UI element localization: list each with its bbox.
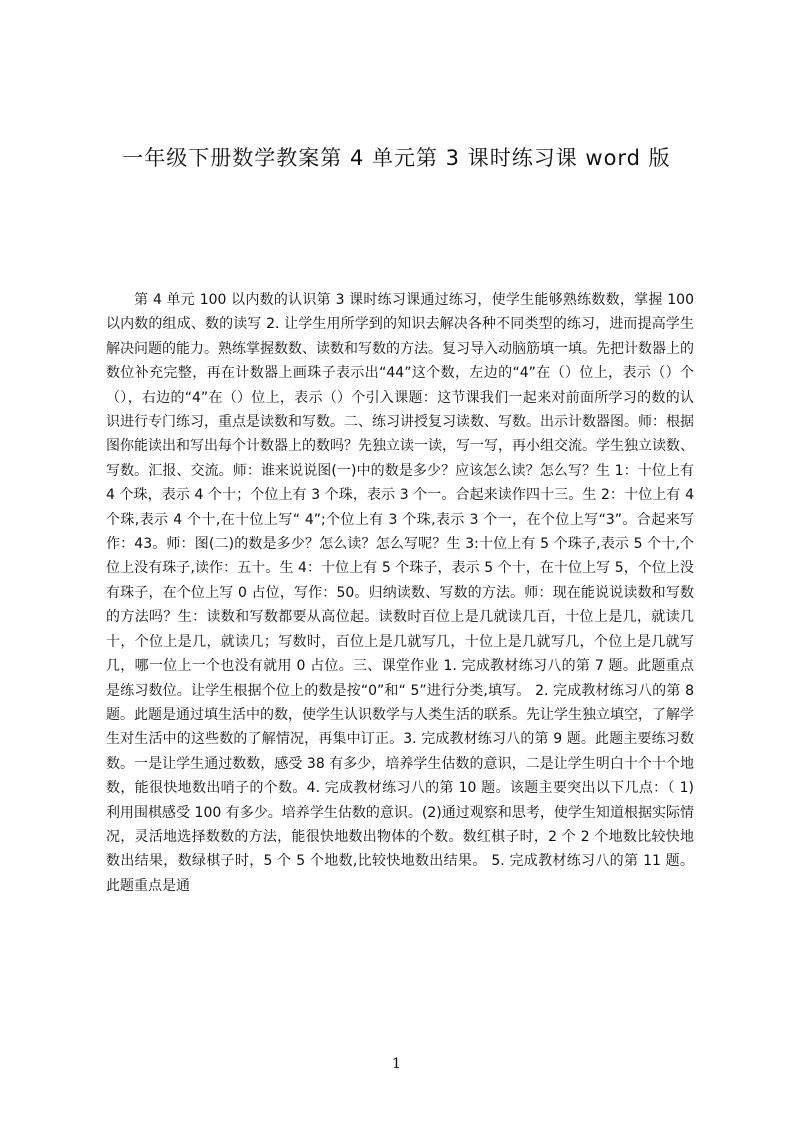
body-paragraph: 第 4 单元 100 以内数的认识第 3 课时练习课通过练习，使学生能够熟练数数，掌握 100 以内数的组成、数的读写 2. 让学生用所学到的知识去解决各种不同类型的练习，进而提高学生解决问题的能力。熟练掌握数数、读数和写数的方法。复习导入动脑筋填一填。先把计数器上的数位补充完整，再在计数器上画珠子表示出“44”这个数，左边的“4”在（）位上，表示（）个（），右边的“4”在（）位上，表示（）个引入课题：这节课我们一起来对前面所学习的数的认识进行专门练习，重点是读数和写数。二、练习讲授复习读数、写数。出示计数器图。师：根据图你能读出和写出每个计数器上的数吗？先独立读一读，写一写，再小组交流。学生独立读数、写数。汇报、交流。师：谁来说说图(一)中的数是多少？应该怎么读？怎么写？生 1：十位上有 4 个珠，表示 4 个十；个位上有 3 个珠，表示 3 个一。合起来读作四十三。生 2：十位上有 4 个珠,表示 4 个十,在十位上写“ 4”;个位上有 3 个珠,表示 3 个一，在个位上写“3”。合起来写作：43。师：图(二)的数是多少？怎么读？怎么写呢？生 3:十位上有 5 个珠子,表示 5 个十,个位上没有珠子,读作：五十。生 4：十位上有 5 个珠子，表示 5 个十，在十位上写 5，个位上没有珠子，在个位上写 0 占位，写作：50。归纳读数、写数的方法。师：现在能说说读数和写数的方法吗？生：读数和写数都要从高位起。读数时百位上是几就读几百，十位上是几，就读几十，个位上是几，就读几；写数时，百位上是几就写几，十位上是几就写几，个位上是几就写几，哪一位上一个也没有就用 0 占位。三、课堂作业 1. 完成教材练习八的第 7 题。此题重点是练习数位。让学生根据个位上的数是按“0”和“ 5”进行分类,填写。 2. 完成教材练习八的第 8 题。此题是通过填生活中的数，使学生认识数学与人类生活的联系。先让学生独立填空，了解学生对生活中的这些数的了解情况，再集中订正。3. 完成教材练习八的第 9 题。此题主要练习数数。一是让学生通过数数，感受 38 有多少，培养学生估数的意识，二是让学生明白十个十个地数，能很快地数出哨子的个数。4. 完成教材练习八的第 10 题。该题主要突出以下几点：（ 1)利用围棋感受 100 有多少。培养学生估数的意识。(2)通过观察和思考，使学生知道根据实际情况，灵活地选择数数的方法，能很快地数出物体的个数。数红棋子时，2 个 2 个地数比较快地数出结果，数绿棋子时，5 个 5 个地数,比较快地数出结果。 5. 完成教材练习八的第 11 题。此题重点是通 — [106, 292, 694, 894]
document-title: 一年级下册数学教案第 4 单元第 3 课时练习课 word 版 — [122, 146, 671, 170]
page-number: 1 — [392, 1056, 401, 1072]
